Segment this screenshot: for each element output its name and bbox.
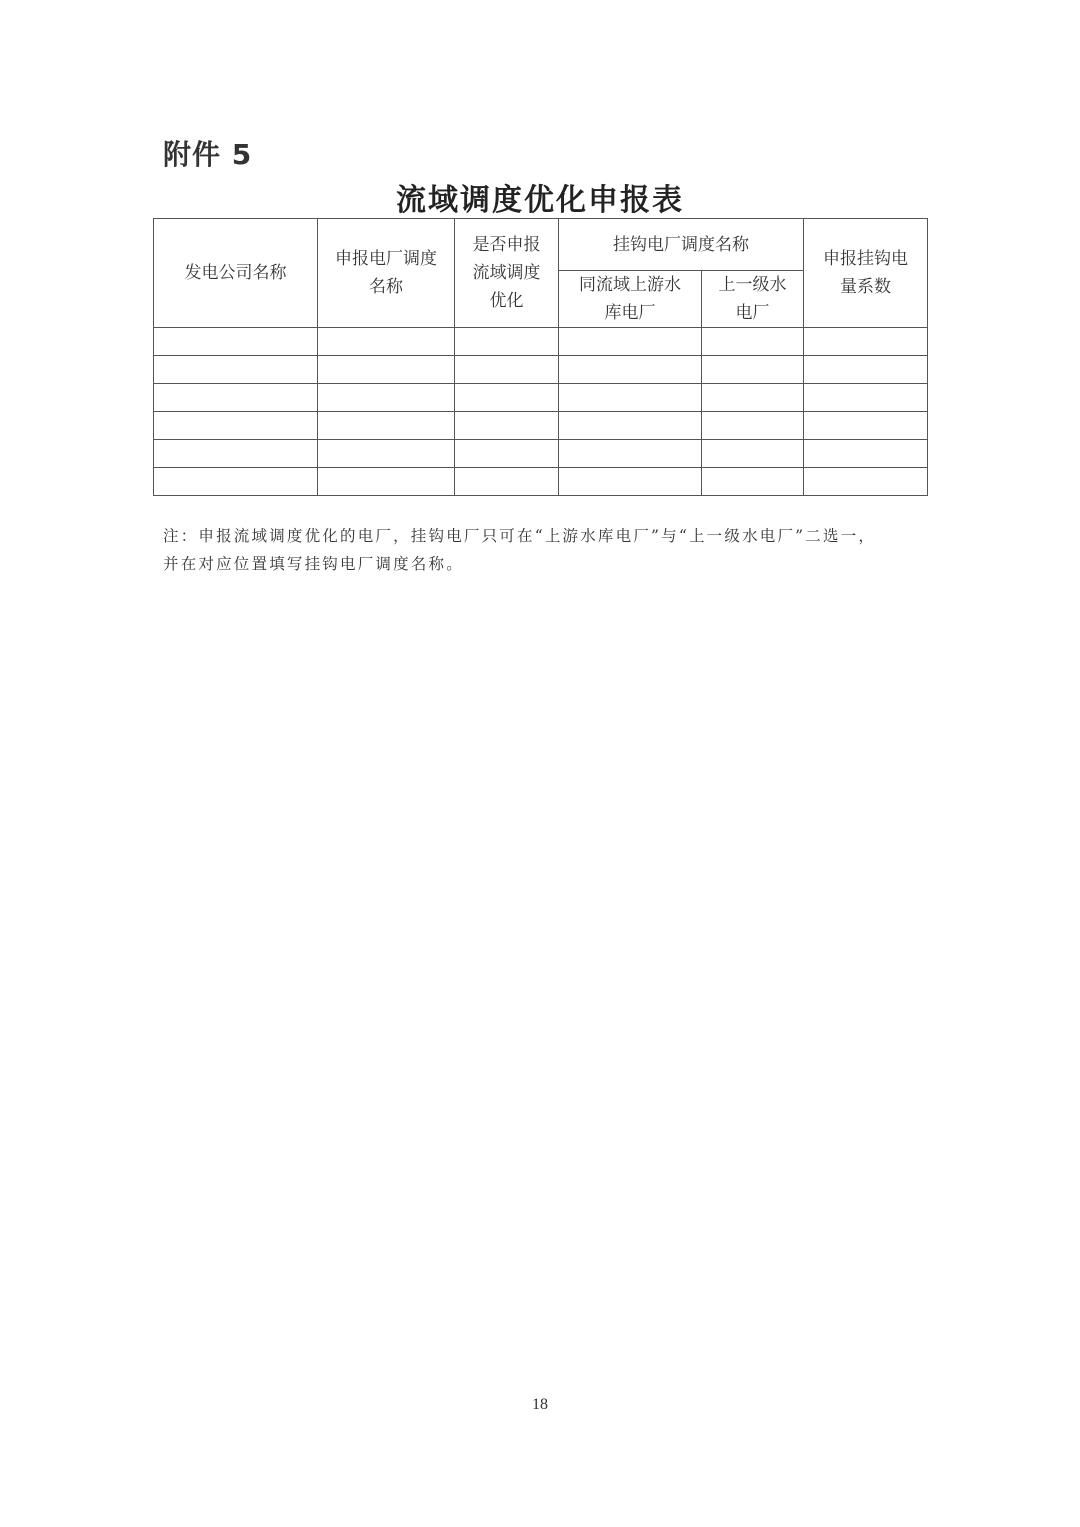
table-cell: [804, 356, 928, 384]
table-cell: [154, 384, 318, 412]
table-row: [154, 440, 928, 468]
table-cell: [318, 468, 455, 496]
table-cell: [318, 356, 455, 384]
table-cell: [804, 440, 928, 468]
table-row: [154, 468, 928, 496]
note-line-2: 并在对应位置填写挂钩电厂调度名称。: [163, 555, 464, 573]
table-cell: [154, 412, 318, 440]
header-upstream: 同流域上游水库电厂: [559, 271, 702, 328]
header-coefficient: 申报挂钩电量系数: [804, 219, 928, 328]
table-cell: [455, 356, 559, 384]
table-cell: [318, 328, 455, 356]
table-cell: [455, 328, 559, 356]
table-cell: [318, 384, 455, 412]
table-row: [154, 412, 928, 440]
table-cell: [559, 440, 702, 468]
table-cell: [455, 440, 559, 468]
table-row: [154, 384, 928, 412]
table-cell: [804, 384, 928, 412]
table-cell: [559, 468, 702, 496]
table-cell: [455, 412, 559, 440]
table-cell: [559, 328, 702, 356]
table-cell: [318, 440, 455, 468]
header-apply: 是否申报流域调度优化: [455, 219, 559, 328]
table-cell: [804, 328, 928, 356]
table-cell: [702, 440, 804, 468]
table-cell: [702, 384, 804, 412]
attachment-label: 附件 5: [163, 138, 253, 171]
page-number: 18: [532, 1396, 548, 1413]
table-row: [154, 356, 928, 384]
table-cell: [702, 412, 804, 440]
report-table: [153, 218, 928, 496]
table-cell: [318, 412, 455, 440]
table-cell: [702, 468, 804, 496]
table-cell: [559, 412, 702, 440]
note-line-1: 注：申报流域调度优化的电厂，挂钩电厂只可在“上游水库电厂”与“上一级水电厂”二选一，: [163, 527, 877, 545]
table-note: [163, 522, 933, 578]
table-cell: [559, 384, 702, 412]
table-cell: [154, 440, 318, 468]
table-cell: [702, 356, 804, 384]
header-company: 发电公司名称: [154, 219, 318, 328]
table-cell: [154, 328, 318, 356]
table-row: [154, 328, 928, 356]
header-upper-level: 上一级水电厂: [702, 271, 804, 328]
table-cell: [154, 468, 318, 496]
table-cell: [702, 328, 804, 356]
table-cell: [804, 412, 928, 440]
header-plant: 申报电厂调度名称: [318, 219, 455, 328]
table-cell: [455, 384, 559, 412]
table-cell: [559, 356, 702, 384]
table-cell: [804, 468, 928, 496]
form-title: 流域调度优化申报表: [396, 183, 684, 218]
table-cell: [455, 468, 559, 496]
header-linked-group: 挂钩电厂调度名称: [559, 219, 804, 271]
table-cell: [154, 356, 318, 384]
